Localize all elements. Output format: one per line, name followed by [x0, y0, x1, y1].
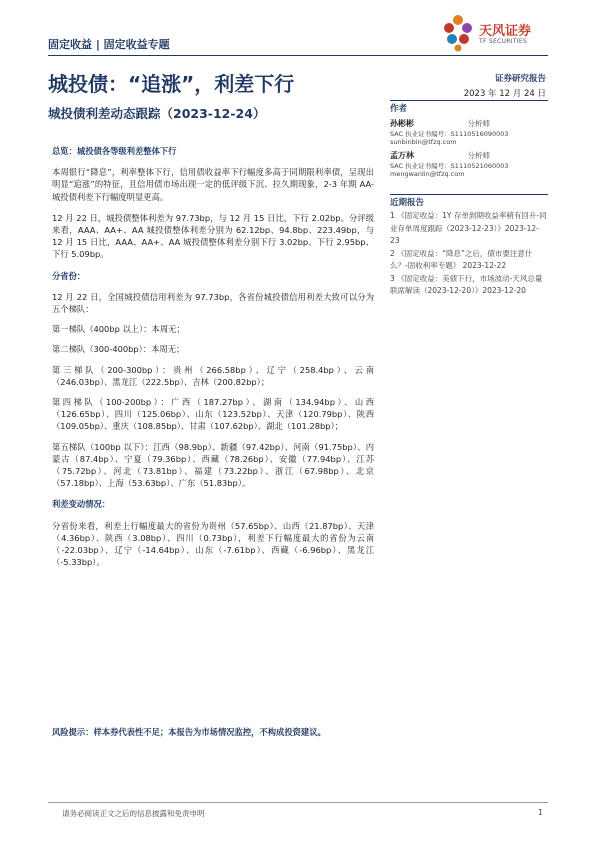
brand-name: 天风证券	[479, 24, 532, 39]
brand-logo-icon	[441, 14, 475, 52]
tier-3: 第三梯队（200-300bp）：贵州（266.58bp）、辽宁（258.4bp）、云南（246.03bp）、黑龙江（222.5bp）、吉林（200.82bp）；	[52, 364, 374, 387]
sidebar-divider	[390, 194, 548, 195]
spread-change-paragraph: 分省份来看，利差上行幅度最大的省份为贵州（57.65bp）、山西（21.87bp）、天津（4.36bp）、陕西（3.08bp）、四川（0.73bp），利差下行幅度最大的省份为云南（-22.03bp）、辽宁（-14.64bp）、山东（-7.61bp）、西藏（-6.96bp）、黑龙江（-5.33bp）。	[52, 520, 374, 568]
author-sac: SAC 执业证书编号：S1110516090003	[390, 130, 509, 138]
overview-paragraph: 本周银行“降息”，利率整体下行，信用债收益率下行幅度多高于同期限利率债，呈现出明显“追涨”的特征，且信用债市场出现一定的低评级下沉、拉久期现象，2-3 年期 AA-城投债利差下行幅度明显更高。	[52, 167, 374, 202]
footer-divider	[48, 802, 548, 803]
main-content	[52, 145, 374, 568]
sidebar-divider	[390, 100, 548, 101]
author-name: 孙彬彬	[390, 119, 414, 128]
report-category: 固定收益 | 固定收益专题	[48, 38, 170, 51]
report-type: 证券研究报告	[494, 74, 546, 84]
risk-warning: 风险提示：样本券代表性不足；本报告为市场情况监控，不构成投资建议。	[52, 727, 326, 737]
page-subtitle: 城投债利差动态跟踪（2023-12-24）	[48, 106, 266, 121]
province-heading: 分省份：	[52, 270, 86, 281]
authors-heading: 作者	[390, 104, 408, 114]
recent-report-item[interactable]: 3 《固定收益：美债下行，市场波动-天风总量联席解读（2023-12-20）》2023-12-20	[390, 273, 543, 295]
recent-report-item[interactable]: 1 《固定收益：1Y 存单到期收益率稍有回升-同业存单周度跟踪（2023-12-23）》2023-12-23	[390, 211, 547, 245]
brand-subtitle: TF SECURITIES	[479, 38, 528, 45]
author-role: 分析师	[467, 119, 490, 128]
page-number: 1	[538, 808, 543, 817]
spread-change-heading: 利差变动情况：	[52, 499, 111, 510]
tier-4: 第四梯队（100-200bp）：广西（187.27bp）、湖南（134.94bp）、山西（126.65bp）、四川（125.06bp）、山东（123.52bp）、天津（120.79bp）、陕西（109.05bp）、重庆（108.85bp）、甘肃（107.62bp）、湖北（101.28bp）；	[52, 397, 374, 432]
brand-logo	[441, 14, 551, 54]
overview-heading: 总览：城投债各等级利差整体下行	[52, 146, 177, 156]
tier-1: 第一梯队（400bp 以上）：本周无；	[52, 324, 185, 335]
author-role: 分析师	[467, 151, 490, 160]
page-title: 城投债：“追涨”，利差下行	[48, 72, 295, 96]
author-email[interactable]: sunbinbin@tfzq.com	[390, 138, 457, 146]
author-block	[390, 118, 550, 146]
author-email[interactable]: mengwanlin@tfzq.com	[390, 170, 465, 178]
author-sac: SAC 执业证书编号：S1110521060003	[390, 162, 509, 170]
author-block	[390, 150, 550, 178]
province-intro: 12 月 22 日，全国城投债信用利差为 97.73bp，各省份城投债信用利差大致可以分为五个梯队：	[52, 291, 374, 315]
tier-5: 第五梯队（100bp 以下）：江西（98.9bp）、新疆（97.42bp）、河南（91.75bp）、内蒙古（87.4bp）、宁夏（79.36bp）、西藏（78.26bp）、安徽（77.94bp）、江苏（75.72bp）、河北（73.81bp）、福建（73.22bp）、浙江（67.98bp）、北京（57.18bp）、上海（53.63bp）、广东（51.83bp）。	[52, 441, 374, 489]
author-name: 孟万林	[390, 151, 414, 160]
recent-reports-list	[390, 210, 548, 298]
report-date: 2023 年 12 月 24 日	[463, 89, 546, 99]
overall-spread-paragraph: 12 月 22 日，城投债整体利差为 97.73bp，与 12 月 15 日比，下行 2.02bp。分评级来看，AAA、AA+、AA 城投债整体利差分别为 62.12bp、94.8bp、223.49bp，与 12 月 15 日比，AAA、AA+、AA 城投债整体利差分别下行 3.02bp、下行 2.95bp、下行 5.09bp。	[52, 212, 374, 260]
recent-report-item[interactable]: 2 《固定收益：“降息”之后，债市要注意什么？-固收利率专题》 2023-12-22	[390, 248, 533, 270]
tier-2: 第二梯队（300-400bp）：本周无；	[52, 344, 185, 355]
recent-reports-heading: 近期报告	[390, 198, 425, 208]
header-divider	[48, 55, 548, 56]
footer-disclaimer: 请务必阅读正文之后的信息披露和免责申明	[62, 809, 205, 818]
